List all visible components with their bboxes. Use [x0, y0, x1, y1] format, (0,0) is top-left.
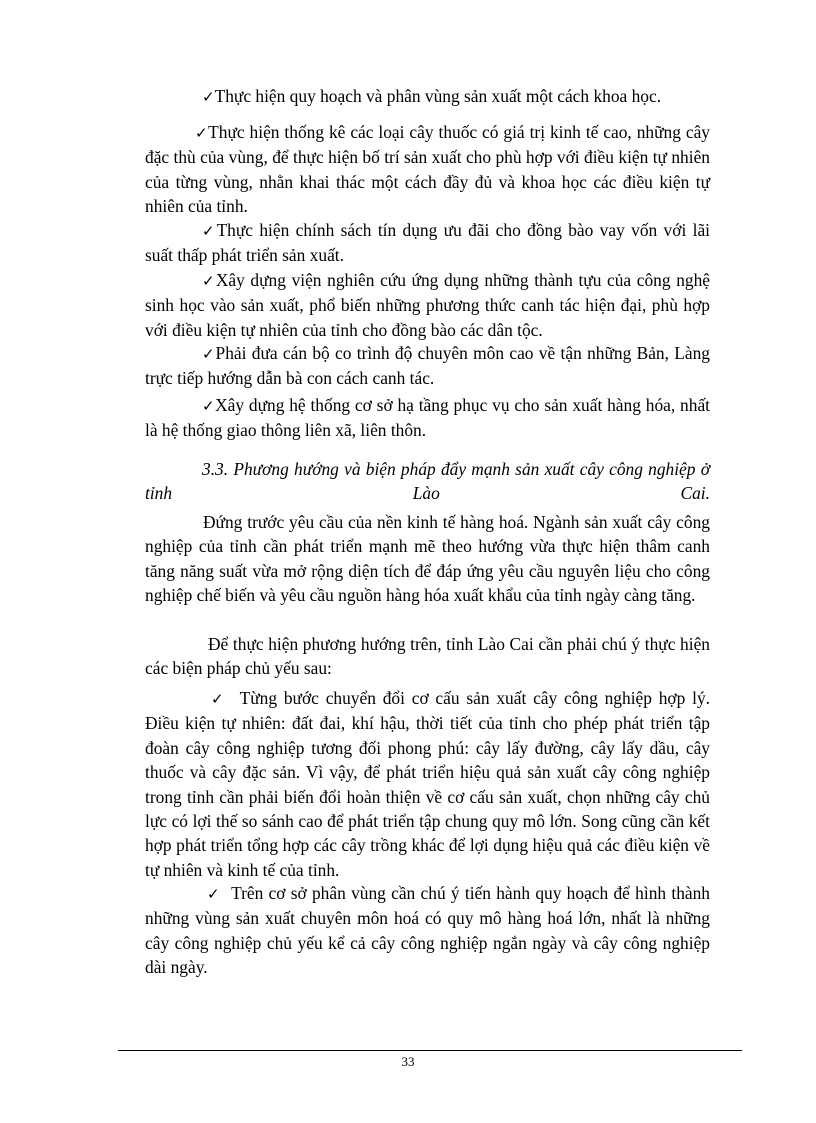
paragraph-text: Từng bước chuyển đổi cơ cấu sản xuất cây công nghiệp hợp lý. Điều kiện tự nhiên: đất đai, khí hậu, thời tiết của tỉnh cho phép phát triển tập đoàn cây công nghiệp tương đối phong phú: cây lấy đường, cây lấy dầu, cây thuốc và cây đặc sản. Vì vậy, để phát triển hiệu quả sản xuất cây công nghiệp trong tỉnh cần phải biến đổi hoàn thiện về cơ cấu sản xuất, chọn những cây chủ lực có lợi thế so sánh cao để phát triển tập chung quy mô lớn. Song cũng cần kết hợp phát triển tổng hợp các cây trồng khác để lợi dụng hiệu quả các điều kiện về tự nhiên và kinh tế của tỉnh. — [145, 688, 710, 880]
checkmark-icon: ✓ — [202, 222, 217, 240]
bullet-paragraph — [145, 120, 710, 219]
bullet-paragraph — [145, 881, 710, 980]
checkmark-icon: ✓ — [202, 272, 216, 290]
section-heading: 3.3. Phương hướng và biện pháp đẩy mạnh sản xuất cây công nghiệp ở tỉnh Lào Cai. — [145, 459, 710, 504]
paragraph-text: Thực hiện chính sách tín dụng ưu đãi cho đồng bào vay vốn với lãi suất thấp phát triển sản xuất. — [145, 220, 710, 266]
bullet-paragraph — [145, 341, 710, 391]
paragraph-text: Phải đưa cán bộ co trình độ chuyên môn cao về tận những Bản, Làng trực tiếp hướng dẫn bà con cách canh tác. — [145, 343, 710, 389]
bullet-paragraph — [145, 686, 710, 882]
body-paragraph: Để thực hiện phương hướng trên, tỉnh Lào Cai cần phải chú ý thực hiện các biện pháp chủ yếu sau: — [145, 634, 710, 679]
checkmark-icon: ✓ — [202, 345, 216, 363]
body-paragraph: Đứng trước yêu cầu của nền kinh tế hàng hoá. Ngành sản xuất cây công nghiệp của tỉnh cần phát triển mạnh mẽ theo hướng vừa thực hiện thâm canh tăng năng suất vừa mở rộng diện tích để đáp ứng yêu cầu nguyên liệu cho công nghiệp chế biến và yêu cầu nguồn hàng hóa xuất khẩu của tỉnh ngày càng tăng. — [145, 512, 710, 606]
checkmark-icon: ✓ — [211, 690, 227, 708]
paragraph-text: Trên cơ sở phân vùng cần chú ý tiến hành quy hoạch để hình thành những vùng sản xuất chuyên môn hoá có quy mô hàng hoá lớn, nhất là những cây công nghiệp chủ yếu kể cả cây công nghiệp ngắn ngày và cây công nghiệp dài ngày. — [145, 883, 710, 978]
checkmark-icon: ✓ — [195, 124, 209, 142]
checkmark-icon: ✓ — [202, 397, 216, 415]
page-number: 33 — [401, 1054, 415, 1069]
paragraph-text: Xây dựng viện nghiên cứu ứng dụng những thành tựu của công nghệ sinh học vào sản xuất, phổ biến những phương thức canh tác hiện đại, phù hợp với điều kiện tự nhiên của tỉnh cho đồng bào các dân tộc. — [145, 270, 710, 340]
paragraph-text: Thực hiện thống kê các loại cây thuốc có giá trị kinh tế cao, những cây đặc thù của vùng, để thực hiện bố trí sản xuất cho phù hợp với điều kiện tự nhiên của từng vùng, nhằn khai thác một cách đầy đủ và khoa học các điều kiện tự nhiên của tỉnh. — [145, 122, 710, 217]
bullet-paragraph — [145, 393, 710, 443]
bullet-paragraph — [202, 84, 710, 109]
paragraph-text: Thực hiện quy hoạch và phân vùng sản xuất một cách khoa học. — [214, 86, 662, 106]
checkmark-icon: ✓ — [202, 88, 215, 106]
footer-divider — [118, 1050, 742, 1051]
bullet-paragraph — [145, 218, 710, 268]
checkmark-icon: ✓ — [207, 885, 221, 903]
paragraph-text: Xây dựng hệ thống cơ sở hạ tầng phục vụ cho sản xuất hàng hóa, nhất là hệ thống giao thông liên xã, liên thôn. — [145, 395, 710, 441]
bullet-paragraph — [145, 268, 710, 342]
